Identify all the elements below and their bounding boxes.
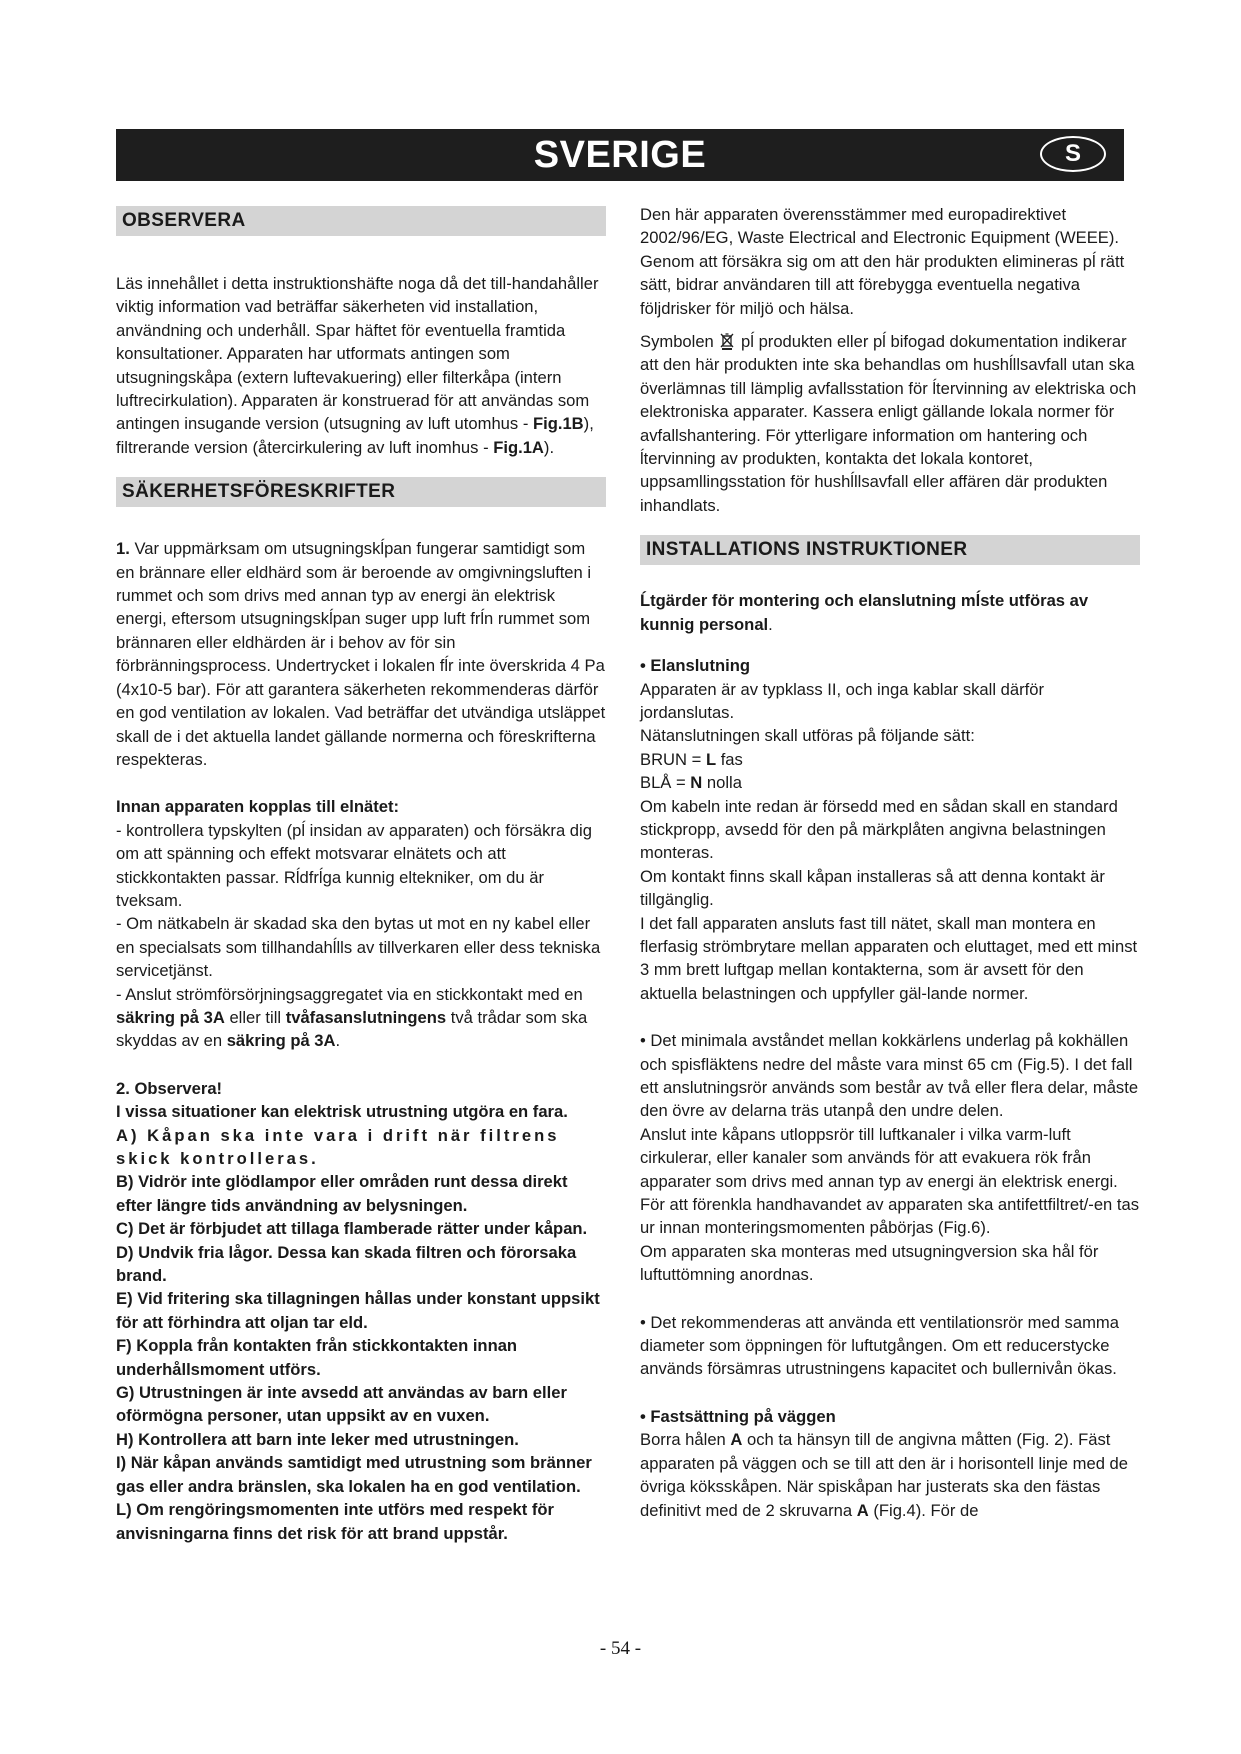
crossed-bin-icon: [720, 332, 734, 350]
symbol-paragraph: Symbolen pĺ produkten eller pĺ bifogad dokumentation indikerar att den här produkten inte ska behandlas om hushĺllsavfall utan ska överlämnas till lämplig avfallsstation för ĺtervinning av elektriska och elektroniska apparater. Kassera enligt gällande lokala normer för avfallshantering. För ytterligare information om hantering och ĺtervinning av produkten, kontakta det lokala kontoret, uppsamllingsstation för hushĺllsavfall eller affären där produkten inhandlats.: [640, 332, 1137, 515]
warning-item: E) Vid fritering ska tillagningen hållas under konstant uppsikt för att förhindra att oljan tar eld.: [116, 1289, 600, 1332]
distance-paragraph: Anslut inte kåpans utloppsrör till luftkanaler i vilka varm-luft cirkulerar, eller kanaler som används för att evakuera rök från apparater som drivs med annan typ av energi än elektrisk energi. För att förenkla handhavandet av apparaten ska antifettfiltret/-en tas ur innan monteringsmomenten påbörjas (Fig.6).: [640, 1124, 1140, 1238]
weee-paragraph: Den här apparaten överensstämmer med europadirektivet 2002/96/EG, Waste Electrical and Electronic Equipment (WEEE). Genom att försäkra sig om att den här produkten elimineras pĺ rätt sätt, bidrar användaren till att förebygga eventuella negativa följdrisker för miljö och hälsa.: [640, 205, 1125, 318]
warning-item: L) Om rengöringsmomenten inte utförs med respekt för anvisningarna finns det risk för att brand uppstår.: [116, 1500, 554, 1543]
wall-mount-heading: • Fastsättning på väggen: [640, 1406, 836, 1426]
before-connect-heading: Innan apparaten kopplas till elnätet:: [116, 797, 400, 817]
distance-paragraph: • Det minimala avståndet mellan kokkärlens underlag på kokhällen och spisfläktens nedre del måste vara minst 65 cm (Fig.5). I det fall ett anslutningsrör används som består av två eller flera delar, måste den övre av delarna träs utanpå den undre delen.: [640, 1031, 1139, 1121]
install-intro: Ĺtgärder för montering och elanslutning mĺste utföras av kunnig personal.: [640, 591, 1089, 634]
el-text: Om kontakt finns skall kåpan installeras så att denna kontakt är tillgänglig.: [640, 866, 1105, 910]
country-code-badge: S: [1040, 136, 1106, 172]
distance-paragraph: Om apparaten ska monteras med utsugningversion ska hål för luftuttömning anordnas.: [640, 1241, 1099, 1285]
wall-mount-paragraph: Borra hålen A och ta hänsyn till de angivna måtten (Fig. 2). Fäst apparaten på väggen och se till att den är i horisontell linje med de övriga köksskåpen. När spiskåpan har justerats ska den fästas definitivt med de 2 skruvarna A (Fig.4). För de: [640, 1430, 1128, 1520]
page-number: - 54 -: [599, 1638, 642, 1659]
left-column: [116, 206, 606, 1545]
observera-heading: OBSERVERA: [116, 206, 606, 236]
country-title: SVERIGE: [533, 134, 707, 176]
warning-item: A) Kåpan ska inte vara i drift när filtrens skick kontrolleras.: [116, 1125, 560, 1168]
warning-item: I) När kåpan används samtidigt med utrustning som bränner gas eller andra bränslen, ska lokalen ha en god ventilation.: [116, 1453, 592, 1496]
warning-item: B) Vidrör inte glödlampor eller områden runt dessa direkt efter längre tids användning av belysningen.: [116, 1172, 568, 1215]
warning-item: H) Kontrollera att barn inte leker med utrustningen.: [116, 1429, 519, 1449]
el-text: Nätanslutningen skall utföras på följande sätt:: [640, 726, 975, 746]
warning-item: C) Det är förbjudet att tillaga flamberade rätter under kåpan.: [116, 1219, 588, 1239]
country-banner: [116, 129, 1124, 181]
right-column: [640, 203, 1140, 1522]
blue-wire: BLÅ = N nolla: [640, 773, 742, 793]
el-text: Om kabeln inte redan är försedd med en sådan skall en standard stickpropp, avsedd för den på märkplåten angivna belastningen monteras.: [640, 796, 1118, 863]
safety-heading: SÄKERHETSFÖRESKRIFTER: [116, 477, 606, 507]
ventilation-paragraph: • Det rekommenderas att använda ett ventilationsrör med samma diameter som öppningen för luftutgången. Om ett reducerstycke används försämras utrustningens kapacitet och bullernivån ökas.: [640, 1312, 1119, 1379]
observera-paragraph: Läs innehållet i detta instruktionshäfte noga då det till-handahåller viktig information vad beträffar säkerheten vid installation, användning och underhåll. Spar häftet för eventuella framtida konsultationer. Apparaten har utformats antingen som utsugningskåpa (extern luftevakuering) eller filterkåpa (intern luftrecirkulation). Apparaten är konstruerad för att användas som antingen insugande version (utsugning av luft utomhus - Fig.1B), filtrerande version (återcirkulering av luft inomhus - Fig.1A).: [116, 274, 599, 457]
before-connect-item: - Om nätkabeln är skadad ska den bytas ut mot en ny kabel eller en specialsats som tillhandahĺlls av tillverkaren eller dess tekniska servicetjänst.: [116, 914, 601, 981]
brown-wire: BRUN = L fas: [640, 749, 743, 769]
install-heading: INSTALLATIONS INSTRUKTIONER: [640, 535, 1140, 565]
el-text: I det fall apparaten ansluts fast till nätet, skall man montera en flerfasig strömbrytare mellan apparaten och eluttaget, med ett minst 3 mm brett luftgap mellan kontakterna, som är avsett för den aktuella belastningen och uppfyller gäl-lande normer.: [640, 913, 1138, 1003]
before-connect-item: - kontrollera typskylten (pĺ insidan av apparaten) och försäkra dig om att spänning och effekt motsvarar elnätets och att stickkontakten passar. Rĺdfrĺga kunnig eltekniker, om du är tveksam.: [116, 820, 592, 910]
safety-item-1: 1. Var uppmärksam om utsugningskĺpan fungerar samtidigt som en brännare eller eldhärd som är beroende av omgivningsluften i rummet och som drivs med annan typ av energi än elektrisk energi, eftersom utsugningskĺpan suger upp luft frĺn rummet som brännaren eller eldhärden är i behov av för sin förbränningsprocess. Undertrycket i lokalen fĺr inte överskrida 4 Pa (4x10-5 bar). För att garantera säkerheten rekommenderas därför en god ventilation av lokalen. Vad beträffar det utvändiga utsläppet skall de i det aktuella landet gällande normerna och föreskrifterna respekteras.: [116, 539, 606, 769]
item2-intro: I vissa situationer kan elektrisk utrustning utgöra en fara.: [116, 1102, 568, 1122]
item2-heading: 2. Observera!: [116, 1078, 223, 1098]
warning-item: F) Koppla från kontakten från stickkontakten innan underhållsmoment utförs.: [116, 1336, 518, 1379]
warning-item: G) Utrustningen är inte avsedd att användas av barn eller oförmögna personer, utan uppsikt av en vuxen.: [116, 1383, 567, 1426]
elanslutning-heading: • Elanslutning: [640, 656, 750, 676]
warning-item: D) Undvik fria lågor. Dessa kan skada filtren och förorsaka brand.: [116, 1242, 577, 1286]
before-connect-item: - Anslut strömförsörjningsaggregatet via en stickkontakt med en säkring på 3A eller till tvåfasanslutningens två trådar som ska skyddas av en säkring på 3A.: [116, 984, 588, 1051]
el-text: Apparaten är av typklass II, och inga kablar skall därför jordanslutas.: [640, 679, 1044, 722]
